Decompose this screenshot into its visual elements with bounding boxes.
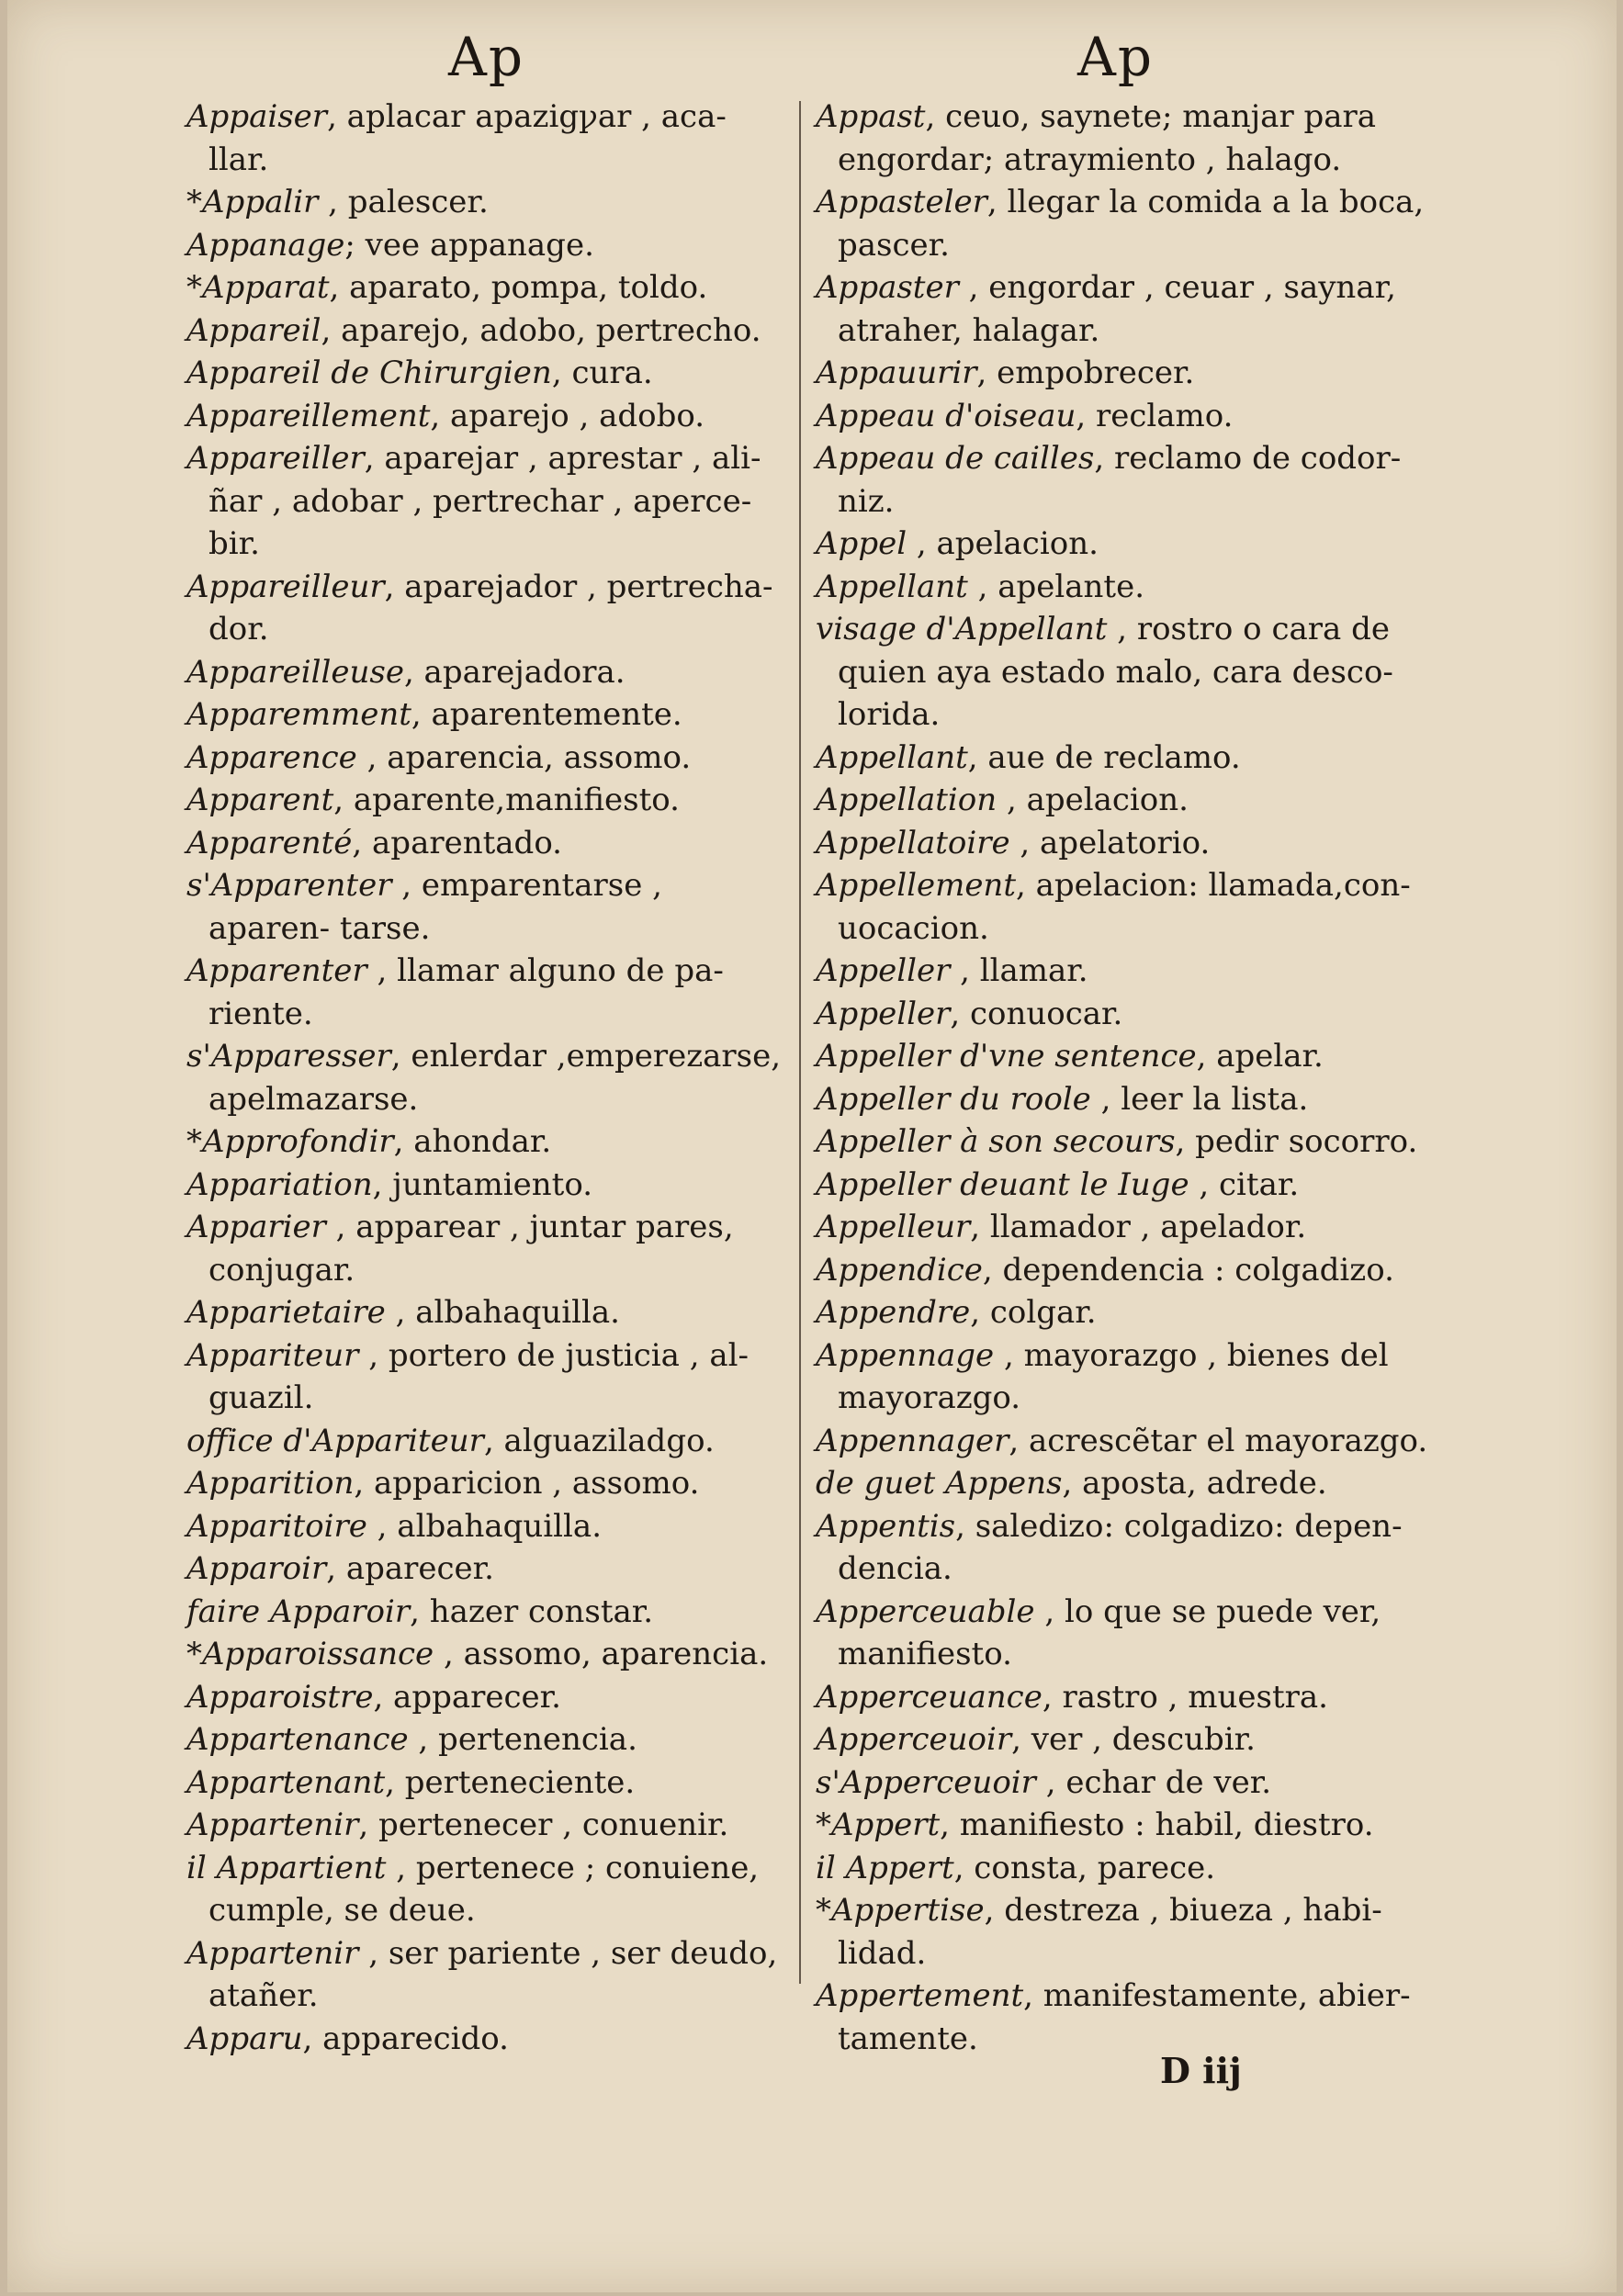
entry-definition: , aparentemente. (411, 696, 682, 733)
column-divider (799, 101, 801, 1984)
dictionary-entry (186, 1633, 783, 1676)
dictionary-entry (816, 1718, 1440, 1761)
entry-headword: Appennager (816, 1422, 1009, 1459)
entry-headword: s'Apperceuoir (816, 1763, 1036, 1801)
entry-headword: Apparence (186, 738, 357, 776)
dictionary-entry (186, 181, 783, 224)
dictionary-entry (186, 1291, 783, 1334)
entry-definition: , rostro o cara de quien aya estado malo, cara desco- lorida. (838, 611, 1393, 733)
entry-headword: Apparoistre (186, 1678, 374, 1716)
dictionary-entry (186, 1035, 783, 1120)
entry-headword: Appel (816, 525, 907, 562)
dictionary-entry (186, 1761, 783, 1805)
entry-headword: Appellement (816, 867, 1016, 904)
entry-definition: , llamar alguno de pa- riente. (209, 952, 724, 1032)
dictionary-entry (186, 266, 783, 310)
signature-mark: D iij (1160, 2050, 1242, 2091)
entry-definition: , manifestamente, abier- tamente. (838, 1977, 1411, 2057)
entry-definition: , aparejadora. (403, 653, 626, 691)
entry-headword: Appartenir (186, 1806, 359, 1843)
entry-definition: , consta, parece. (953, 1849, 1216, 1886)
entry-definition: , aparato, pompa, toldo. (329, 269, 708, 306)
entry-headword: Appendice (816, 1251, 983, 1289)
entry-headword: Appariation (186, 1165, 373, 1203)
dictionary-entry (816, 266, 1440, 352)
entry-definition: , aparente,manifiesto. (333, 782, 680, 818)
entry-headword: Appartenant (186, 1763, 386, 1801)
entry-definition: , aparentado. (352, 824, 562, 861)
dictionary-entry (816, 950, 1440, 993)
entry-headword: *Appalir (186, 184, 319, 220)
entry-headword: Appeller du roole (816, 1080, 1091, 1118)
dictionary-entry (186, 1718, 783, 1761)
entry-headword: Apperceuance (816, 1678, 1043, 1716)
entry-definition: , saledizo: colgadizo: depen- dencia. (838, 1507, 1403, 1587)
entry-definition: , apelar. (1196, 1038, 1324, 1075)
entry-headword: Appellant (816, 738, 968, 776)
entry-definition: , aparejador , pertrecha- dor. (209, 568, 773, 647)
entry-headword: Appeau de cailles (816, 440, 1095, 477)
entry-definition: , apelante. (967, 568, 1145, 605)
dictionary-entry (816, 1676, 1440, 1719)
dictionary-entry (816, 1761, 1440, 1805)
entry-definition: , reclamo de codor- niz. (838, 440, 1402, 520)
dictionary-entry (186, 950, 783, 1035)
dictionary-entry (186, 1462, 783, 1505)
entry-definition: , aparejo, adobo, pertrecho. (321, 311, 761, 349)
dictionary-entry (816, 1505, 1440, 1591)
entry-definition: , aparejo , adobo. (430, 397, 705, 434)
entry-headword: Apparenter (186, 952, 367, 989)
dictionary-entry (186, 1334, 783, 1420)
entry-headword: Appareilleur (186, 568, 385, 605)
entry-headword: Appellatoire (816, 824, 1010, 861)
entry-headword: Appareilleuse (186, 653, 404, 691)
dictionary-entry (186, 395, 783, 438)
dictionary-entry (186, 1420, 783, 1463)
entry-headword: *Apparoissance (186, 1636, 434, 1672)
entry-headword: Appellant (816, 568, 968, 605)
entry-headword: de guet Appens (816, 1465, 1063, 1502)
dictionary-entry (816, 566, 1440, 609)
entry-definition: , manifiesto : habil, diestro. (940, 1806, 1374, 1843)
entry-definition: , reclamo. (1076, 397, 1234, 434)
entry-headword: Appareillement (186, 397, 431, 434)
dictionary-entry (186, 1676, 783, 1719)
entry-headword: Appelleur (816, 1209, 971, 1245)
dictionary-entry (186, 566, 783, 651)
dictionary-page (7, 0, 1617, 2292)
dictionary-entry (816, 1975, 1440, 2060)
dictionary-entry (816, 1035, 1440, 1078)
entry-definition: , emparentarse , aparen- tarse. (209, 867, 662, 947)
entry-definition: , enlerdar ,emperezarse, apelmazarse. (209, 1038, 782, 1118)
entry-headword: Appeller (816, 995, 951, 1032)
entry-definition: , conuocar. (950, 995, 1123, 1032)
right-column (816, 96, 1440, 2060)
entry-definition: , aplacar apazigꝩar , aca- llar. (209, 98, 727, 178)
entry-headword: il Appartient (186, 1849, 387, 1886)
entry-definition: , apelatorio. (1009, 824, 1211, 861)
entry-definition: , albahaquilla. (385, 1294, 620, 1331)
entry-definition: ; vee appanage. (344, 226, 594, 264)
entry-definition: , perteneciente. (385, 1763, 636, 1801)
entry-definition: , destreza , biueza , habi- lidad. (838, 1892, 1382, 1972)
dictionary-entry (816, 737, 1440, 780)
entry-definition: , ver , descubir. (1011, 1721, 1256, 1758)
entry-definition: , citar. (1189, 1165, 1300, 1203)
entry-definition: , apparecer. (373, 1678, 561, 1716)
dictionary-entry (186, 1847, 783, 1932)
entry-definition: , pertenencia. (408, 1721, 637, 1758)
entry-headword: Apperceuoir (816, 1721, 1012, 1758)
entry-headword: Appeller à son secours (816, 1123, 1176, 1160)
dictionary-entry (186, 693, 783, 737)
entry-headword: Apparietaire (186, 1294, 386, 1331)
dictionary-entry (186, 1120, 783, 1164)
entry-definition: , aposta, adrede. (1062, 1465, 1327, 1502)
entry-headword: *Apparat (186, 269, 330, 306)
dictionary-entry (186, 1505, 783, 1548)
entry-headword: Appeller d'vne sentence (816, 1038, 1197, 1075)
entry-headword: Appast (816, 98, 926, 135)
entry-headword: Apparier (186, 1209, 326, 1245)
dictionary-entry (816, 608, 1440, 737)
entry-definition: , pertenece ; conuiene, cumple, se deue. (209, 1849, 760, 1929)
entry-headword: il Appert (816, 1849, 954, 1886)
dictionary-entry (186, 310, 783, 353)
entry-definition: , aparencia, assomo. (356, 738, 692, 776)
entry-headword: Appennage (816, 1336, 995, 1374)
dictionary-entry (816, 1804, 1440, 1847)
dictionary-entry (186, 1164, 783, 1207)
entry-headword: s'Apparesser (186, 1038, 391, 1075)
dictionary-entry (816, 993, 1440, 1036)
entry-definition: , echar de ver. (1035, 1763, 1272, 1801)
dictionary-entry (186, 779, 783, 822)
dictionary-entry (816, 1334, 1440, 1420)
entry-headword: Apparitoire (186, 1507, 367, 1545)
entry-definition: , portero de justicia , al- guazil. (209, 1336, 750, 1416)
entry-definition: , cura. (551, 355, 653, 391)
entry-definition: , ser pariente , ser deudo, atañer. (209, 1934, 778, 2014)
entry-definition: , mayorazgo , bienes del mayorazgo. (838, 1336, 1389, 1416)
dictionary-entry (186, 96, 783, 181)
entry-definition: , llamar. (950, 952, 1088, 989)
entry-definition: , apelacion: llamada,con- uocacion. (838, 867, 1411, 947)
entry-headword: Appaster (816, 269, 959, 306)
entry-headword: Apparent (186, 782, 334, 818)
entry-definition: , lo que se puede ver, manifiesto. (838, 1593, 1381, 1672)
entry-definition: , juntamiento. (372, 1165, 593, 1203)
dictionary-entry (816, 1420, 1440, 1463)
entry-headword: Appasteler (816, 184, 987, 220)
entry-headword: visage d'Appellant (816, 611, 1108, 647)
dictionary-entry (816, 1462, 1440, 1505)
dictionary-entry (816, 96, 1440, 181)
entry-headword: Apparition (186, 1465, 355, 1502)
dictionary-entry (186, 352, 783, 395)
dictionary-entry (186, 1548, 783, 1591)
dictionary-entry (186, 224, 783, 267)
dictionary-entry (186, 1591, 783, 1634)
entry-headword: Appeller deuant le Iuge (816, 1165, 1189, 1203)
entry-headword: s'Apparenter (186, 867, 392, 904)
dictionary-entry (186, 1206, 783, 1291)
entry-headword: faire Apparoir (186, 1593, 411, 1630)
dictionary-entry (816, 395, 1440, 438)
entry-headword: Appendre (816, 1294, 971, 1331)
dictionary-entry (186, 2018, 783, 2061)
entry-headword: Appellation (816, 782, 997, 818)
dictionary-entry (816, 181, 1440, 266)
dictionary-entry (816, 1120, 1440, 1164)
entry-definition: , rastro , muestra. (1042, 1678, 1328, 1716)
entry-definition: , ceuo, saynete; manjar para engordar; atraymiento , halago. (838, 98, 1377, 178)
entry-headword: Apparenté (186, 824, 353, 861)
entry-definition: , ahondar. (393, 1123, 552, 1160)
entry-definition: , acrescẽtar el mayorazgo. (1009, 1422, 1428, 1459)
dictionary-entry (816, 523, 1440, 566)
entry-definition: , palescer. (318, 184, 489, 220)
entry-headword: Appartenance (186, 1721, 409, 1758)
entry-headword: Appareiller (186, 440, 365, 477)
entry-definition: , empobrecer. (976, 355, 1195, 391)
entry-definition: , apparecido. (302, 2020, 509, 2057)
dictionary-entry (816, 1291, 1440, 1334)
entry-headword: Appareil de Chirurgien (186, 355, 552, 391)
dictionary-entry (816, 864, 1440, 950)
entry-headword: Appariteur (186, 1336, 359, 1374)
entry-headword: Apparemment (186, 696, 411, 733)
entry-definition: , assomo, aparencia. (434, 1636, 769, 1672)
entry-headword: Appentis (816, 1507, 956, 1545)
entry-definition: , apparicion , assomo. (354, 1465, 700, 1502)
entry-definition: , alguaziladgo. (483, 1422, 715, 1459)
right-column-header: Ap (1077, 26, 1155, 88)
dictionary-entry (816, 1164, 1440, 1207)
dictionary-entry (816, 822, 1440, 865)
dictionary-entry (186, 822, 783, 865)
entry-headword: Appartenir (186, 1934, 359, 1972)
dictionary-entry (816, 1078, 1440, 1121)
entry-headword: *Appert (816, 1806, 941, 1843)
entry-definition: , aparejar , aprestar , ali- ñar , adobar , pertrechar , aperce- bir. (209, 440, 761, 562)
dictionary-entry (816, 1847, 1440, 1890)
left-column-header: Ap (448, 26, 525, 88)
dictionary-entry (816, 1249, 1440, 1292)
entry-definition: , aue de reclamo. (967, 738, 1241, 776)
entry-definition: , llamador , apelador. (970, 1209, 1307, 1245)
dictionary-entry (816, 1206, 1440, 1249)
entry-headword: Appertement (816, 1977, 1024, 2014)
entry-definition: , apelacion. (907, 525, 1099, 562)
entry-headword: *Appertise (816, 1892, 985, 1929)
dictionary-entry (186, 737, 783, 780)
dictionary-entry (186, 864, 783, 950)
dictionary-entry (186, 651, 783, 694)
entry-headword: Apperceuable (816, 1593, 1035, 1630)
entry-definition: , colgar. (970, 1294, 1097, 1331)
dictionary-entry (186, 1804, 783, 1847)
entry-headword: Appeau d'oiseau (816, 397, 1076, 434)
dictionary-entry (816, 352, 1440, 395)
dictionary-entry (816, 779, 1440, 822)
dictionary-entry (186, 1932, 783, 2018)
entry-definition: , apelacion. (997, 782, 1189, 818)
dictionary-entry (816, 437, 1440, 523)
dictionary-entry (186, 437, 783, 566)
entry-definition: , aparecer. (326, 1550, 494, 1587)
entry-headword: office d'Appariteur (186, 1422, 484, 1459)
entry-definition: , engordar , ceuar , saynar, atraher, halagar. (838, 269, 1396, 349)
entry-headword: *Approfondir (186, 1123, 394, 1160)
entry-headword: Appareil (186, 311, 321, 349)
entry-definition: , albahaquilla. (366, 1507, 603, 1545)
entry-definition: , leer la lista. (1090, 1080, 1309, 1118)
entry-headword: Appeller (816, 952, 951, 989)
entry-definition: , pertenecer , conuenir. (358, 1806, 729, 1843)
entry-definition: , pedir socorro. (1175, 1123, 1418, 1160)
entry-definition: , apparear , juntar pares, conjugar. (209, 1209, 734, 1289)
entry-definition: , dependencia : colgadizo. (982, 1251, 1394, 1289)
entry-definition: , hazer constar. (410, 1593, 654, 1630)
entry-headword: Appaiser (186, 98, 328, 135)
dictionary-entry (816, 1591, 1440, 1676)
entry-headword: Apparoir (186, 1550, 327, 1587)
left-column (186, 96, 783, 2060)
dictionary-entry (816, 1889, 1440, 1975)
entry-definition: , llegar la comida a la boca, pascer. (838, 184, 1425, 264)
entry-headword: Appauurir (816, 355, 977, 391)
entry-headword: Appanage (186, 226, 345, 264)
entry-headword: Apparu (186, 2020, 303, 2057)
